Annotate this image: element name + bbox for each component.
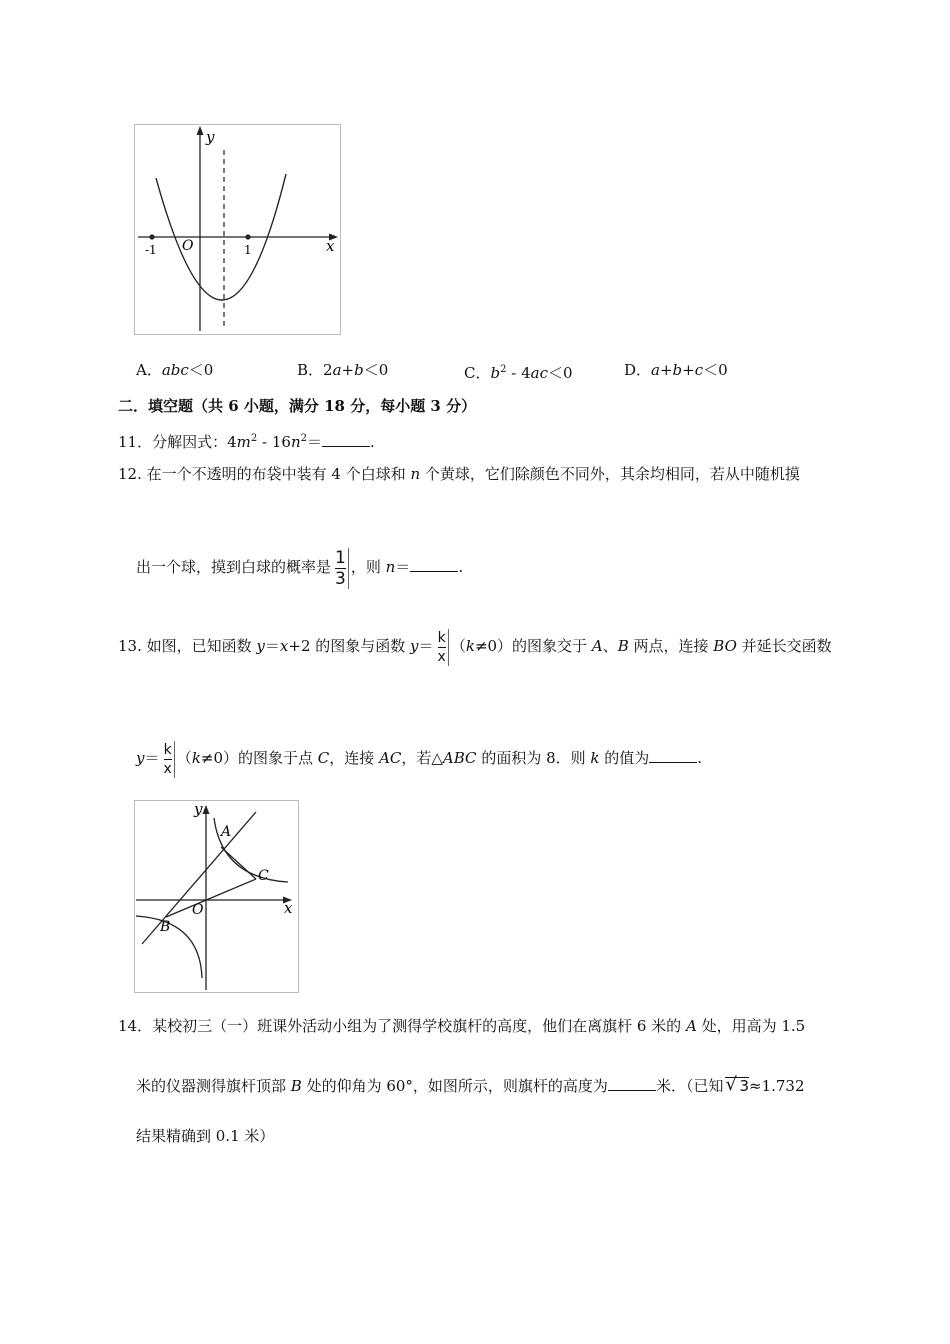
choice-b-tail: ＜0 [363,361,389,379]
choice-c-b: b [490,364,501,382]
q14-l1-a: 14．某校初三（一）班课外活动小组为了测得学校旗杆的高度，他们在离旗杆 6 米的 [118,1017,686,1035]
q13-B: B [617,637,629,655]
question-13-line-1 [118,626,832,666]
point-A-label: A [221,824,232,840]
q13-answer-blank[interactable] [649,748,697,763]
q13-k2: k [590,749,600,767]
y-axis-label: y [194,800,203,818]
choice-a-expr: abc [161,361,189,379]
origin-label: O [192,902,204,918]
choice-b-letter: B． [297,361,324,379]
q11-eq: ＝ [307,433,323,451]
q13-l1-b: ＝ [264,637,280,655]
q13-AC: AC [379,749,402,767]
q14-l2-a: 米的仪器测得旗杆顶部 [136,1077,291,1095]
choice-c-tail: ＜0 [547,364,573,382]
q13-l1-d: 两点，连接 [628,637,714,655]
hyperbola-graph [134,800,300,994]
point-B-label: B [160,919,171,935]
x-axis-label: x [326,237,335,255]
q12-end: . [458,558,464,576]
x-axis-label: x [284,899,293,917]
tick-dot-one [245,234,250,239]
section-2-title: 二．填空题（共 6 小题，满分 18 分，每小题 3 分） [118,397,477,415]
q12-frac-num: 1 [335,547,346,568]
q13-l2-e: ，若△ [401,749,443,767]
choice-a[interactable] [136,360,213,380]
q13-end: . [697,749,703,767]
q13-ABC: ABC [442,749,477,767]
y-axis-label: y [206,128,215,146]
choice-c[interactable] [464,360,573,383]
q13-x1: x [279,637,289,655]
question-14-line-2 [136,1076,805,1096]
tick-dot-neg-one [149,234,154,239]
choice-b-pre: 2 [323,361,333,379]
q13-l2-f: 的面积为 8．则 [476,749,591,767]
segment-BC [166,879,256,917]
q13-frac1-num: k [437,629,446,646]
q11-prefix: 11．分解因式：4 [118,433,237,451]
q13-l1-a: 13. 如图，已知函数 [118,637,257,655]
q11-answer-blank[interactable] [322,432,370,447]
point-C-label: C [258,868,269,884]
q13-l2-g: 的值为 [599,749,650,767]
q13-sep: 、 [602,637,618,655]
q13-l2-d: ，连接 [329,749,380,767]
q13-y1: y [256,637,265,655]
parabola-graph [134,124,342,336]
choice-d-expr: a+b+c [651,361,704,379]
q14-sqrt-val: 3 [739,1077,749,1095]
origin-label: O [182,238,194,254]
choice-c-sup: 2 [500,364,507,375]
q13-l2-b: （ [176,749,192,767]
choice-b-b: b [354,361,364,379]
q11-sup2: 2 [300,433,307,444]
q13-C: C [317,749,330,767]
question-13-line-2 [136,738,702,778]
y-axis-arrow [203,805,210,814]
segment-AC [221,847,256,879]
q13-A: A [591,637,603,655]
graph-frame [135,125,341,335]
q12-fraction [333,548,349,589]
q11-n: n [290,433,301,451]
choice-b-a: a [332,361,342,379]
q14-l1-b: 处，用高为 1.5 [696,1017,806,1035]
question-12-line-1 [118,464,800,484]
q13-y2: y [410,637,419,655]
choice-b-mid: + [341,361,355,379]
q14-l2-d: ≈1.732 [749,1077,805,1095]
q14-l2-b: 处的仰角为 60°，如图所示，则旗杆的高度为 [301,1077,608,1095]
q12-n2: n [385,558,396,576]
q14-A: A [685,1017,697,1035]
q11-sup1: 2 [250,433,258,444]
q13-eq: ＝ [418,637,434,655]
q14-answer-blank[interactable] [608,1076,656,1091]
q12-line1-a: 12. 在一个不透明的布袋中装有 4 个白球和 [118,465,411,483]
q13-l2-k: k [191,749,201,767]
q12-line2-a: 出一个球，摸到白球的概率是 [136,558,332,576]
q13-fraction-2 [162,741,175,778]
q11-mid: - 16 [257,433,291,451]
question-14-line-3: 结果精确到 0.1 米） [136,1127,275,1145]
choice-b[interactable] [297,360,388,380]
q11-end: . [370,433,375,451]
q13-BO: BO [713,637,737,655]
y-axis-arrow [197,126,204,135]
q11-m: m [236,433,251,451]
q12-line2-b: ，则 [350,558,386,576]
q14-B: B [290,1077,302,1095]
q13-fraction-1 [436,629,449,666]
tick-label-one: 1 [244,243,252,257]
q13-frac2-num: k [163,741,172,758]
question-14-line-1 [118,1016,805,1036]
q12-eq: ＝ [395,558,411,576]
q13-l2-y: y [136,749,145,767]
q14-l2-c: 米．（已知 [655,1077,724,1095]
choice-c-letter: C． [464,364,491,382]
q13-l1-c: +2 的图象与函数 [288,637,411,655]
q12-frac-den: 3 [335,568,346,589]
choice-c-mid: - 4 [506,364,531,382]
q13-l2-c: ≠0）的图象于点 [200,749,318,767]
question-12-line-2 [136,542,463,592]
choice-a-letter: A． [136,361,162,379]
q13-neq: ≠0）的图象交于 [474,637,592,655]
choice-d[interactable] [624,360,728,380]
q12-n: n [410,465,421,483]
choice-d-letter: D． [624,361,652,379]
q12-line1-b: 个黄球，它们除颜色不同外，其余均相同，若从中随机摸 [420,465,800,483]
choice-d-tail: ＜0 [703,361,728,379]
q13-l1-e: 并延长交函数 [736,637,832,655]
q13-k: k [465,637,475,655]
question-11 [118,429,375,452]
q13-l2-eq: ＝ [144,749,160,767]
q13-paren: （ [450,637,466,655]
q14-sqrt [725,1074,749,1095]
choice-c-ac: ac [530,364,548,382]
q13-frac2-den: x [163,760,172,777]
choice-a-tail: ＜0 [188,361,214,379]
sqrt-symbol-icon: √ [725,1074,737,1095]
q13-frac1-den: x [437,648,446,665]
tick-label-neg-one: -1 [145,243,157,257]
q12-answer-blank[interactable] [410,557,458,572]
